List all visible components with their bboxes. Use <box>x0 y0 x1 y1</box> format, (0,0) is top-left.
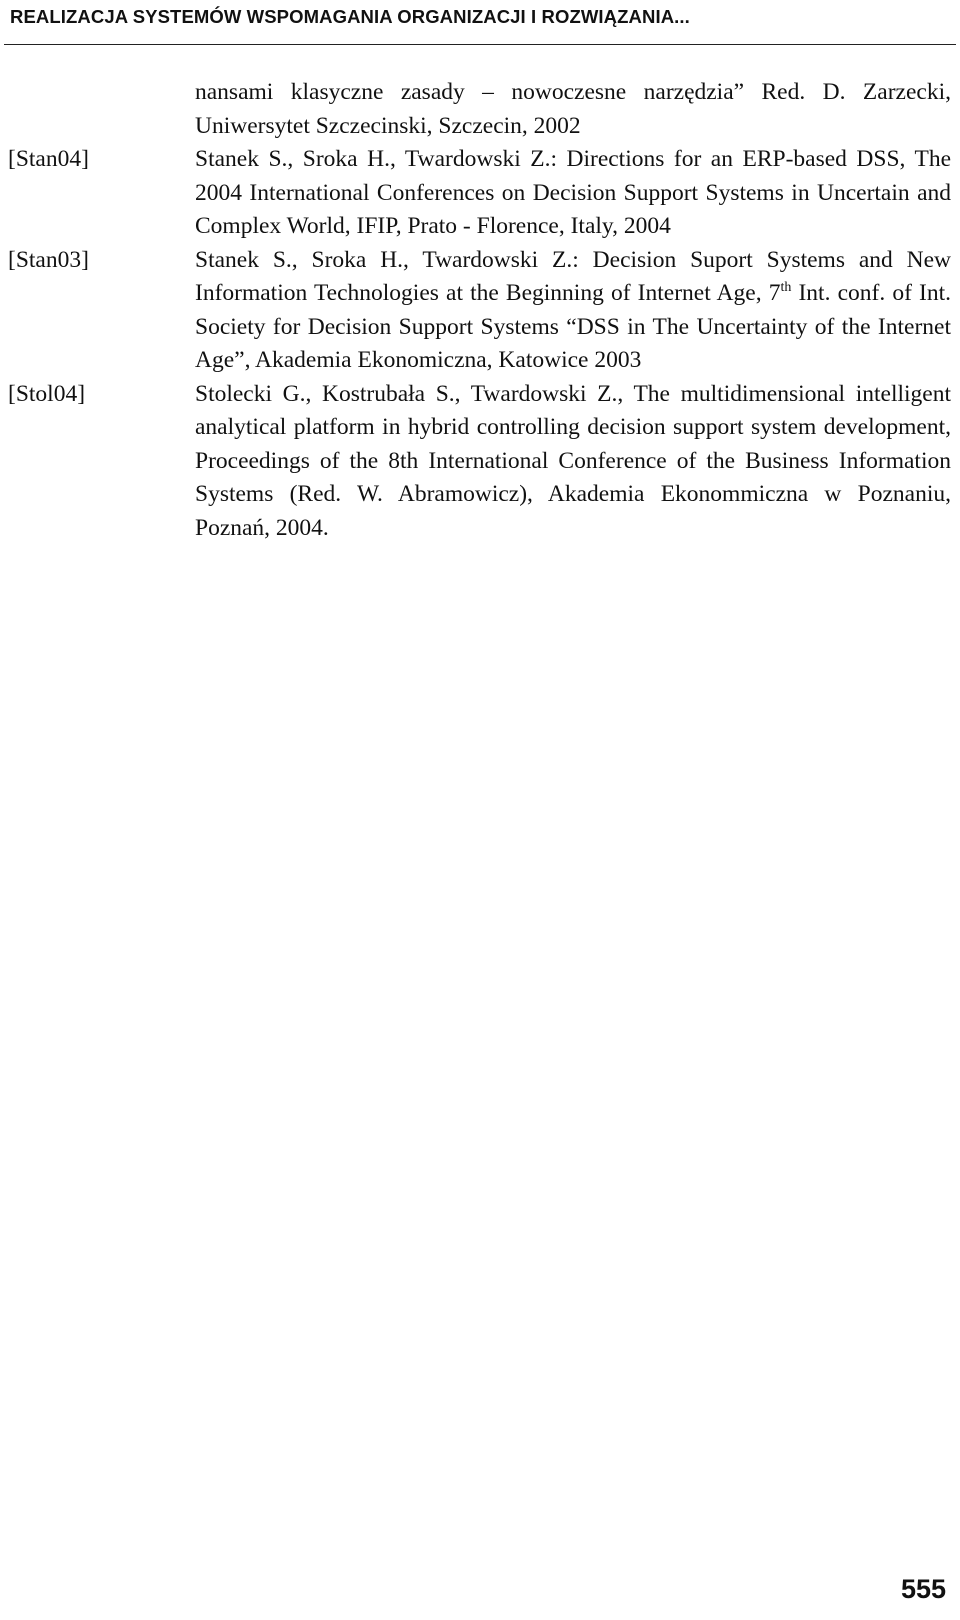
reference-text-part: Int. conf. of Int. Society for Decision Support Systems “DSS in The Uncertainty of the Internet Age”, Akademia Ekonomiczna, Katowice 2003 <box>195 280 951 373</box>
header-rule <box>4 44 956 45</box>
reference-text: nansami klasyczne zasady – nowoczesne narzędzia” Red. D. Zarzecki, Uniwersytet Szczecinski, Szczecin, 2002 <box>195 79 951 139</box>
reference-list <box>0 76 960 545</box>
reference-entry-stol04 <box>0 378 960 546</box>
reference-key: [Stan04] <box>8 146 89 172</box>
reference-text <box>195 244 951 378</box>
reference-key: [Stan03] <box>8 246 89 273</box>
reference-entry-stan04 <box>0 143 960 244</box>
reference-text-part: Stanek S., Sroka H., Twardowski Z.: Decision Suport Systems and New Information Technologies at the Beginning of Internet Age, 7 <box>195 246 951 306</box>
running-header <box>0 0 960 44</box>
reference-text: Stolecki G., Kostrubała S., Twardowski Z., The multidimensional intelligent analytical platform in hybrid controlling decision support system development, Proceedings of the 8th International Conference of the Business Information Systems (Red. W. Abramowicz), Akademia Ekonommiczna w Poznaniu, Poznań, 2004. <box>195 380 951 541</box>
reference-key: [Stol04] <box>8 380 86 407</box>
reference-entry-continued <box>0 76 960 143</box>
page-number: 555 <box>900 1574 946 1604</box>
reference-text: Stanek S., Sroka H., Twardowski Z.: Directions for an ERP-based DSS, The 2004 International Conferences on Decision Support Systems in Uncertain and Complex World, IFIP, Prato - Florence, Italy, 2004 <box>195 146 951 239</box>
reference-entry-stan03 <box>0 244 960 378</box>
running-header-title: REALIZACJA SYSTEMÓW WSPOMAGANIA ORGANIZACJI I ROZWIĄZANIA... <box>10 6 690 27</box>
ordinal-superscript: th <box>780 280 792 295</box>
